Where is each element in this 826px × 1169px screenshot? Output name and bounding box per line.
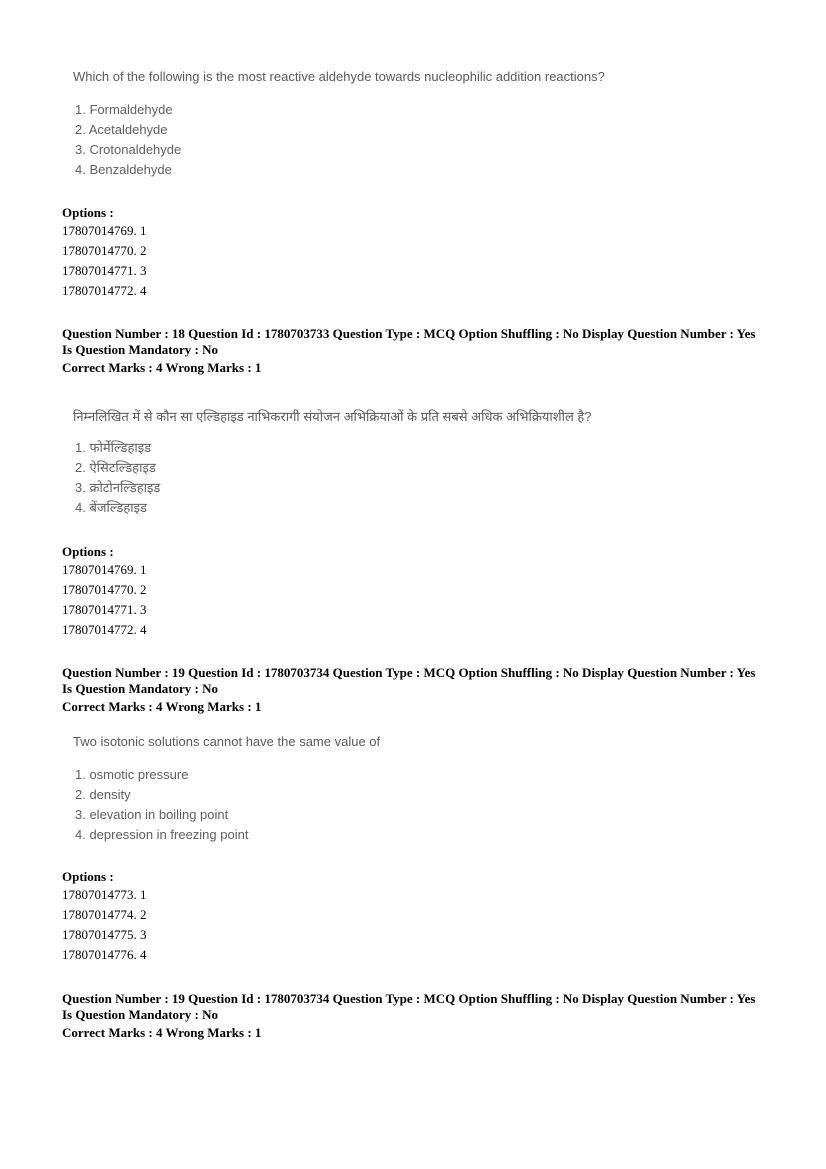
choice-list	[75, 765, 248, 845]
option-code-list	[62, 885, 147, 965]
choice-item: 1. osmotic pressure	[75, 767, 189, 782]
option-code-list	[62, 221, 147, 301]
choice-item: 4. बेंजल्डिहाइड	[75, 500, 147, 515]
choice-item: 4. Benzaldehyde	[75, 162, 172, 177]
meta-line: Is Question Mandatory : No	[62, 342, 219, 357]
choice-item: 4. depression in freezing point	[75, 827, 249, 842]
meta-line: Is Question Mandatory : No	[62, 1007, 219, 1022]
choice-item: 1. फोर्मेल्डिहाइड	[75, 440, 152, 455]
question-meta	[62, 326, 802, 376]
options-label: Options :	[62, 544, 114, 559]
option-code: 17807014772. 4	[62, 283, 147, 298]
options-label: Options :	[62, 205, 114, 220]
question-text: निम्नलिखित में से कौन सा एल्डिहाइड नाभिकरागी संयोजन अभिक्रियाओं के प्रति सबसे अधिक अभिक्रियाशील है?	[73, 409, 592, 424]
choice-item: 3. क्रोटोनल्डिहाइड	[75, 480, 161, 495]
option-code: 17807014771. 3	[62, 263, 147, 278]
choice-item: 2. density	[75, 787, 131, 802]
question-text: Two isotonic solutions cannot have the same value of	[73, 734, 381, 749]
question-meta	[62, 991, 802, 1041]
meta-line: Correct Marks : 4 Wrong Marks : 1	[62, 360, 262, 375]
option-code: 17807014769. 1	[62, 562, 147, 577]
choice-item: 3. Crotonaldehyde	[75, 142, 182, 157]
option-code: 17807014772. 4	[62, 622, 147, 637]
option-code: 17807014773. 1	[62, 887, 147, 902]
option-code: 17807014774. 2	[62, 907, 147, 922]
meta-line: Correct Marks : 4 Wrong Marks : 1	[62, 1025, 262, 1040]
options-label: Options :	[62, 869, 114, 884]
meta-line: Question Number : 18 Question Id : 1780703733 Question Type : MCQ Option Shuffling : No Display Question Number : Yes	[62, 326, 756, 341]
meta-line: Is Question Mandatory : No	[62, 681, 219, 696]
choice-item: 1. Formaldehyde	[75, 102, 173, 117]
question-text: Which of the following is the most reactive aldehyde towards nucleophilic addition reactions?	[73, 69, 605, 84]
choice-item: 3. elevation in boiling point	[75, 807, 229, 822]
choice-item: 2. ऐसिटल्डिहाइड	[75, 460, 156, 475]
question-meta	[62, 665, 802, 715]
option-code: 17807014770. 2	[62, 243, 147, 258]
option-code: 17807014770. 2	[62, 582, 147, 597]
option-code: 17807014775. 3	[62, 927, 147, 942]
meta-line: Question Number : 19 Question Id : 1780703734 Question Type : MCQ Option Shuffling : No Display Question Number : Yes	[62, 991, 756, 1006]
option-code: 17807014769. 1	[62, 223, 147, 238]
meta-line: Question Number : 19 Question Id : 1780703734 Question Type : MCQ Option Shuffling : No Display Question Number : Yes	[62, 665, 756, 680]
option-code: 17807014776. 4	[62, 947, 147, 962]
choice-item: 2. Acetaldehyde	[75, 122, 168, 137]
choice-list	[75, 438, 160, 518]
option-code-list	[62, 560, 147, 640]
meta-line: Correct Marks : 4 Wrong Marks : 1	[62, 699, 262, 714]
option-code: 17807014771. 3	[62, 602, 147, 617]
choice-list	[75, 100, 181, 180]
